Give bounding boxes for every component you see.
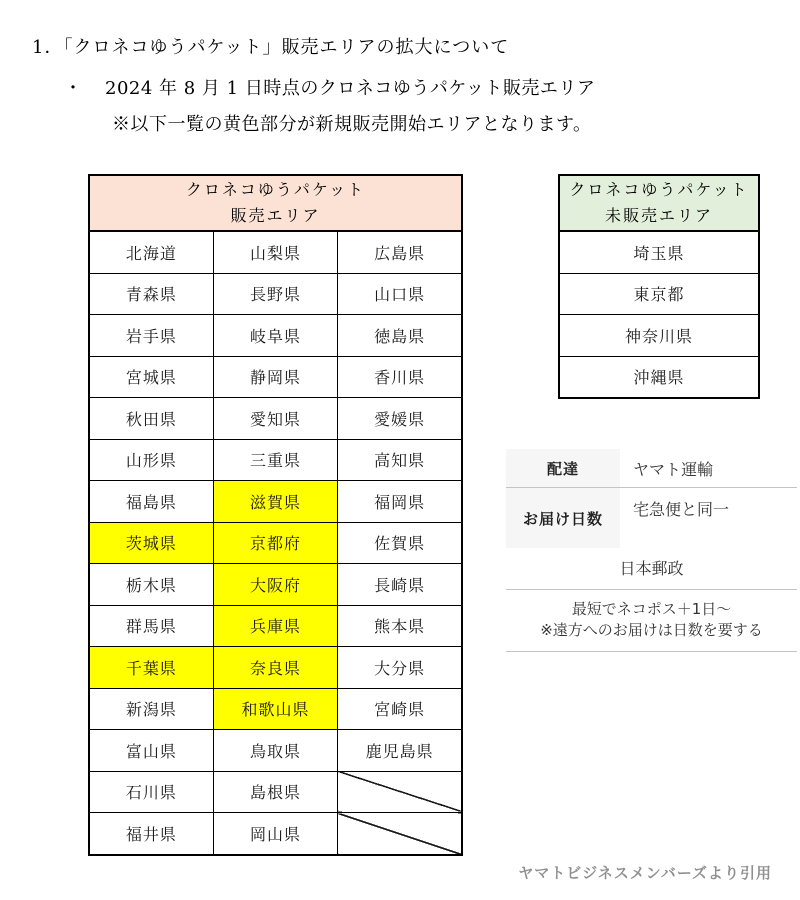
prefecture-cell: 徳島県: [338, 315, 462, 357]
delivery-note-line1: 最短でネコポス＋1日～: [571, 600, 732, 618]
prefecture-cell: 大阪府: [213, 564, 337, 606]
unsold-table-row: [559, 231, 759, 273]
prefecture-cell: 和歌山県: [213, 688, 337, 730]
delivery-row: [506, 449, 797, 488]
sales-table-row: [89, 688, 462, 730]
prefecture-cell: 福岡県: [338, 481, 462, 523]
prefecture-cell: 滋賀県: [213, 481, 337, 523]
sales-table-row: [89, 356, 462, 398]
prefecture-cell: 秋田県: [89, 398, 213, 440]
sales-table-row: [89, 605, 462, 647]
sales-area-title-line1: クロネコゆうパケット: [185, 180, 366, 199]
prefecture-cell: 青森県: [89, 273, 213, 315]
sales-table-row: [89, 647, 462, 689]
bullet-marker: ・: [64, 78, 83, 99]
prefecture-cell: 神奈川県: [559, 315, 759, 357]
sales-area-table: [88, 174, 463, 856]
delivery-note-line2: ※遠方へのお届けは日数を要する: [540, 621, 763, 639]
diagonal-empty-cell: [338, 813, 462, 855]
prefecture-cell: 東京都: [559, 273, 759, 315]
prefecture-cell: 鳥取県: [213, 730, 337, 772]
prefecture-cell: 愛知県: [213, 398, 337, 440]
prefecture-cell: 京都府: [213, 522, 337, 564]
delivery-days-value: 宅急便と同一: [633, 500, 730, 519]
prefecture-cell: 長崎県: [338, 564, 462, 606]
unsold-table-row: [559, 315, 759, 357]
sales-table-row: [89, 273, 462, 315]
delivery-label: 配達: [506, 449, 620, 487]
prefecture-cell: 新潟県: [89, 688, 213, 730]
unsold-table-row: [559, 273, 759, 315]
heading-line3: ※以下一覧の黄色部分が新規販売開始エリアとなります。: [112, 114, 592, 135]
prefecture-cell: 富山県: [89, 730, 213, 772]
unsold-area-table: [558, 174, 760, 399]
prefecture-cell: 埼玉県: [559, 231, 759, 273]
prefecture-cell: 岩手県: [89, 315, 213, 357]
sales-area-header-row: [89, 175, 462, 231]
prefecture-cell: 福島県: [89, 481, 213, 523]
source-note: ヤマトビジネスメンバーズより引用: [518, 864, 772, 882]
sales-table-row: [89, 730, 462, 772]
delivery-info-table: [506, 449, 797, 652]
prefecture-cell: 島根県: [213, 771, 337, 813]
diagonal-empty-cell: [338, 771, 462, 813]
heading-line2-text: 2024 年 8 月 1 日時点のクロネコゆうパケット販売エリア: [105, 78, 596, 99]
unsold-area-table-body: [559, 231, 759, 398]
delivery-value: ヤマト運輸: [633, 459, 714, 479]
prefecture-cell: 愛媛県: [338, 398, 462, 440]
unsold-area-header-cell: [559, 175, 759, 231]
sales-table-row: [89, 398, 462, 440]
prefecture-cell: 香川県: [338, 356, 462, 398]
prefecture-cell: 大分県: [338, 647, 462, 689]
prefecture-cell: 山口県: [338, 273, 462, 315]
japan-post-cell: 日本郵政: [506, 548, 797, 590]
sales-area-table-header: [89, 175, 462, 231]
prefecture-cell: 宮城県: [89, 356, 213, 398]
delivery-note: [506, 590, 797, 652]
page-title: 1．「クロネコゆうパケット」販売エリアの拡大について: [32, 37, 510, 58]
prefecture-cell: 熊本県: [338, 605, 462, 647]
prefecture-cell: 北海道: [89, 231, 213, 273]
heading-line2: [64, 74, 595, 100]
prefecture-cell: 高知県: [338, 439, 462, 481]
prefecture-cell: 三重県: [213, 439, 337, 481]
prefecture-cell: 佐賀県: [338, 522, 462, 564]
prefecture-cell: 群馬県: [89, 605, 213, 647]
delivery-days-row: [506, 488, 797, 548]
sales-table-row: [89, 315, 462, 357]
prefecture-cell: 山梨県: [213, 231, 337, 273]
prefecture-cell: 宮崎県: [338, 688, 462, 730]
prefecture-cell: 茨城県: [89, 522, 213, 564]
delivery-days-label: お届け日数: [506, 488, 620, 548]
sales-table-row: [89, 439, 462, 481]
unsold-area-header-row: [559, 175, 759, 231]
prefecture-cell: 千葉県: [89, 647, 213, 689]
unsold-table-row: [559, 356, 759, 398]
prefecture-cell: 福井県: [89, 813, 213, 855]
prefecture-cell: 岡山県: [213, 813, 337, 855]
sales-table-row: [89, 813, 462, 855]
prefecture-cell: 長野県: [213, 273, 337, 315]
unsold-area-table-header: [559, 175, 759, 231]
unsold-area-title-line2: 未販売エリア: [604, 206, 713, 225]
prefecture-cell: 静岡県: [213, 356, 337, 398]
prefecture-cell: 石川県: [89, 771, 213, 813]
sales-table-row: [89, 231, 462, 273]
sales-area-header-cell: [89, 175, 462, 231]
prefecture-cell: 栃木県: [89, 564, 213, 606]
prefecture-cell: 鹿児島県: [338, 730, 462, 772]
sales-table-row: [89, 771, 462, 813]
prefecture-cell: 沖縄県: [559, 356, 759, 398]
sales-table-row: [89, 522, 462, 564]
sales-table-row: [89, 481, 462, 523]
sales-area-title-line2: 販売エリア: [230, 206, 321, 225]
prefecture-cell: 奈良県: [213, 647, 337, 689]
sales-table-row: [89, 564, 462, 606]
prefecture-cell: 山形県: [89, 439, 213, 481]
prefecture-cell: 岐阜県: [213, 315, 337, 357]
prefecture-cell: 広島県: [338, 231, 462, 273]
unsold-area-title-line1: クロネコゆうパケット: [569, 180, 749, 199]
sales-area-table-body: [89, 231, 462, 855]
prefecture-cell: 兵庫県: [213, 605, 337, 647]
